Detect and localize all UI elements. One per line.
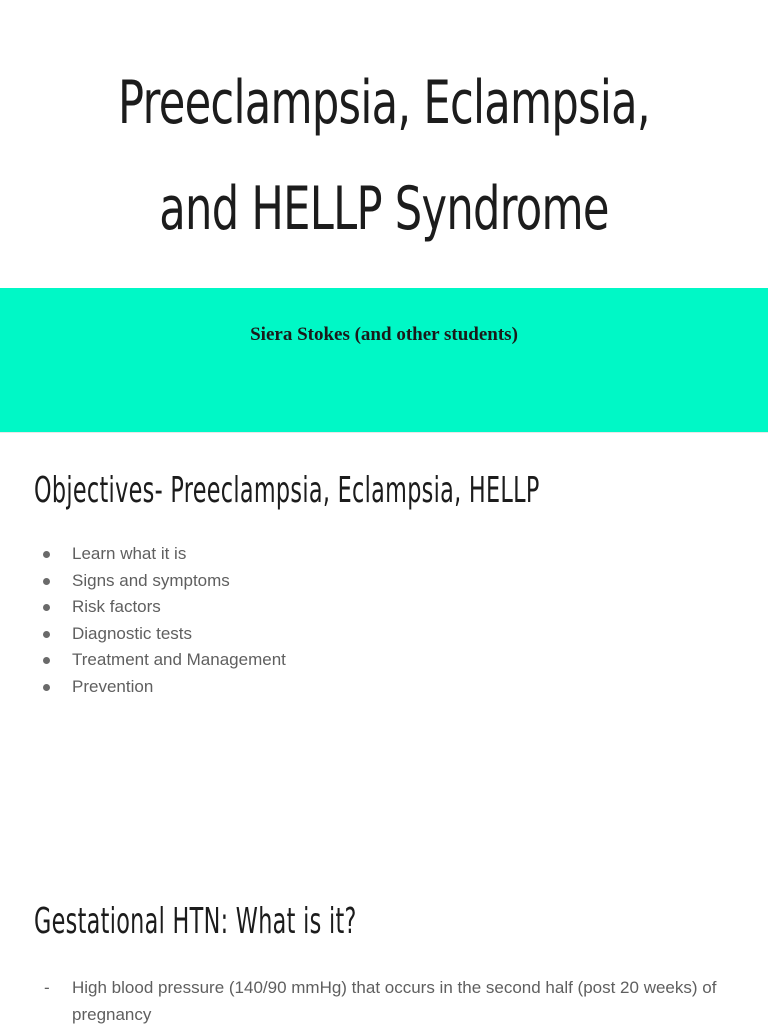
slide-divider (0, 432, 768, 433)
list-item (40, 594, 286, 621)
list-item-text: High blood pressure (140/90 mmHg) that occurs in the second half (post 20 weeks) of pregnancy (72, 978, 717, 1024)
bullet-dot-icon (43, 604, 50, 611)
bullet-dot-icon (43, 684, 50, 691)
list-item-text: Prevention (72, 676, 154, 696)
list-item-text: Signs and symptoms (72, 570, 230, 590)
bullet-dot-icon (43, 551, 50, 558)
list-item (40, 647, 286, 674)
objectives-heading: Objectives- Preeclampsia, Eclampsia, HELLP (34, 470, 540, 511)
list-item (40, 674, 286, 701)
objectives-list (40, 541, 286, 701)
dash-marker: - (44, 978, 50, 997)
list-item-text: Risk factors (72, 597, 161, 617)
list-item (40, 975, 720, 1024)
list-item (40, 541, 286, 568)
title-line-1: Preeclampsia, Eclampsia, (118, 68, 650, 138)
list-item-text: Diagnostic tests (72, 623, 192, 643)
list-item-text: Learn what it is (72, 544, 187, 563)
presentation-title (108, 50, 661, 262)
bullet-dot-icon (43, 631, 50, 638)
list-item (40, 568, 286, 595)
list-item (40, 621, 286, 648)
subtitle-band (0, 288, 768, 432)
bullet-dot-icon (43, 657, 50, 664)
title-line-2: and HELLP Syndrome (159, 174, 609, 244)
bullet-dot-icon (43, 578, 50, 585)
htn-list (40, 975, 720, 1024)
title-slide (0, 0, 768, 432)
author-subtitle: Siera Stokes (and other students) (250, 324, 518, 345)
list-item-text: Treatment and Management (72, 650, 286, 670)
htn-heading: Gestational HTN: What is it? (34, 901, 357, 942)
